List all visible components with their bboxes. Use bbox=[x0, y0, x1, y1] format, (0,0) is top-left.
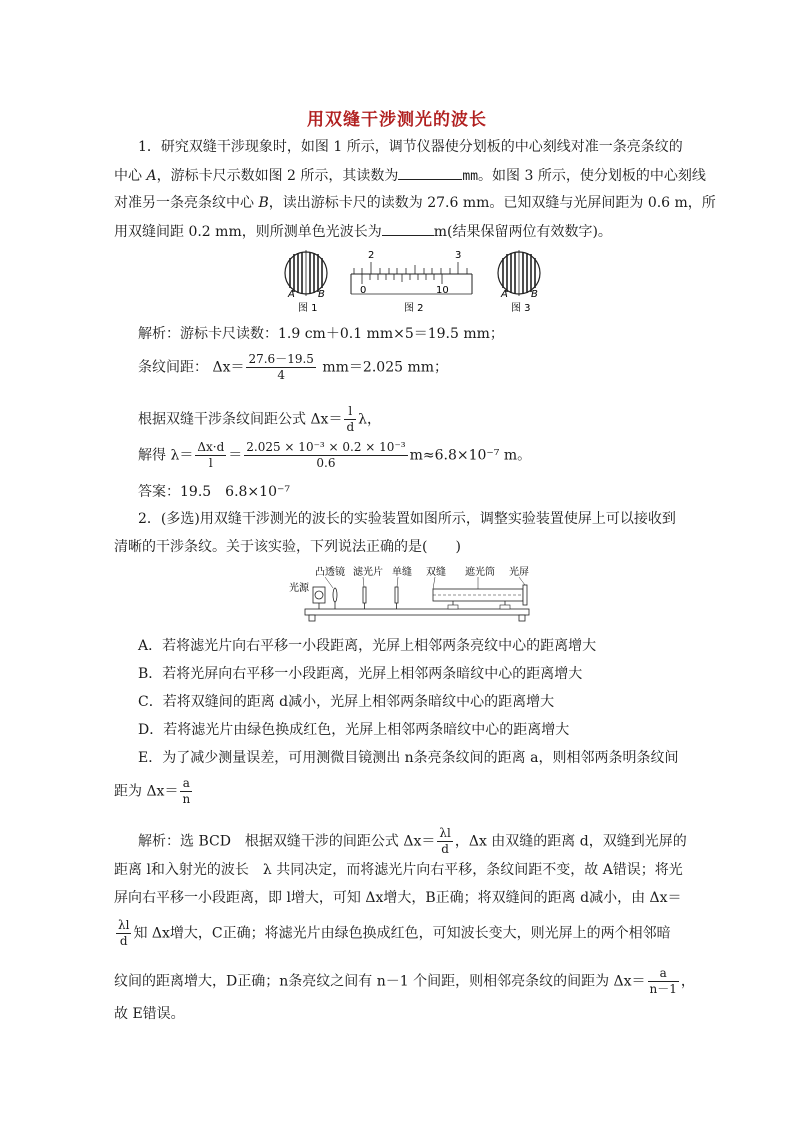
option-c: C．若将双缝间的距离 d减小，光屏上相邻两条暗纹中心的距离增大 bbox=[138, 694, 555, 710]
fig1-label-a: A bbox=[288, 289, 295, 300]
fraction: $\frac{27.6-19.5}{4}$ bbox=[248, 352, 314, 382]
q2-line2: 清晰的干涉条纹。关于该实验，下列说法正确的是( ) bbox=[114, 539, 461, 555]
q1-line4: 用双缝间距 0.2 mm，则所测单色光波长为 m(结果保留两位有效数字)。 bbox=[114, 221, 612, 242]
label-double-slit: 双缝 bbox=[426, 567, 446, 578]
q1-line2: 中心 A，游标卡尺示数如图 2 所示，其读数为 mm。如图 3 所示，使分划板的中心刻线 bbox=[114, 165, 706, 187]
fig1-caption: 图 1 bbox=[298, 303, 318, 314]
option-a: A．若将滤光片向右平移一小段距离，光屏上相邻两条亮纹中心的距离增大 bbox=[138, 638, 597, 654]
q1-solution-line4: 解得 λ＝ $\frac{\Delta x\cdot d}{l}$ ＝ $\frac{\text{2.025 × 10⁻³ × 0.2 × 10⁻³}}{0.6}$ m≈6.8×10⁻⁷ m。 bbox=[138, 440, 532, 470]
option-e-line1: E．为了减少测量误差，可用测微目镜测出 n条亮条纹间的距离 a，则相邻两条明条纹间 bbox=[138, 750, 679, 766]
q1-answer: 答案：19.5 6.8×10⁻⁷ bbox=[138, 484, 290, 500]
option-d: D．若将滤光片由绿色换成红色，光屏上相邻两条暗纹中心的距离增大 bbox=[138, 722, 570, 738]
q2-solution-line5: 纹间的距离增大，D正确；n条亮纹之间有 n－1 个间距，则相邻亮条纹的间距为 Δx＝ $\frac{a}{n-1}$ ， bbox=[114, 966, 695, 996]
q1-solution-line3: 根据双缝干涉条纹间距公式 Δx＝ $\frac{l}{d}$ λ， bbox=[138, 404, 382, 434]
fraction: $\frac{a}{n-1}$ bbox=[649, 966, 677, 996]
fraction: $\frac{\lambda l}{d}$ bbox=[118, 918, 130, 948]
scale-label-0: 0 bbox=[360, 285, 367, 296]
answer-blank-reading bbox=[398, 165, 462, 180]
scale-label-3: 3 bbox=[455, 250, 462, 261]
fraction: $\frac{\lambda l}{d}$ bbox=[439, 826, 451, 856]
q2-solution-line4: $\frac{\lambda l}{d}$ 知 Δx增大，C正确；将滤光片由绿色换成红色，可知波长变大，则光屏上的两个相邻暗 bbox=[118, 918, 671, 948]
q1-line3: 对准另一条亮条纹中心 B，读出游标卡尺的读数为 27.6 mm。已知双缝与光屏间距为 0.6 m，所 bbox=[114, 195, 716, 211]
scale-label-10: 10 bbox=[436, 285, 449, 296]
label-single-slit: 单缝 bbox=[392, 567, 412, 578]
label-screen: 光屏 bbox=[509, 567, 529, 578]
q2-solution-line3: 屏向右平移一小段距离，即 l增大，可知 Δx增大，B正确；将双缝间的距离 d减小，由 Δx＝ bbox=[114, 890, 682, 906]
fig3-label-b: B bbox=[531, 289, 538, 300]
figure-3-eyepiece bbox=[498, 250, 540, 314]
fig3-caption: 图 3 bbox=[511, 303, 531, 314]
option-e-line2: 距为 Δx＝ $\frac{a}{n}$ bbox=[114, 776, 191, 806]
option-b: B．若将光屏向右平移一小段距离，光屏上相邻两条暗纹中心的距离增大 bbox=[138, 666, 583, 682]
q2-solution-line6: 故 E错误。 bbox=[114, 1006, 185, 1022]
label-light-source: 光源 bbox=[289, 583, 309, 594]
q2-line1: 2．(多选)用双缝干涉测光的波长的实验装置如图所示，调整实验装置使屏上可以接收到 bbox=[138, 511, 676, 527]
label-convex-lens: 凸透镜 bbox=[315, 567, 345, 578]
fig3-label-a: A bbox=[501, 289, 508, 300]
figure-1-2-3 bbox=[276, 248, 546, 316]
fraction: $\frac{l}{d}$ bbox=[346, 404, 355, 434]
fig2-caption: 图 2 bbox=[404, 303, 424, 314]
apparatus-figure bbox=[283, 565, 535, 623]
fraction: $\frac{a}{n}$ bbox=[182, 776, 191, 806]
label-filter: 滤光片 bbox=[353, 567, 383, 578]
q2-solution-line2: 距离 l和入射光的波长 λ 共同决定，而将滤光片向右平移，条纹间距不变，故 A错误；将光 bbox=[114, 862, 683, 878]
q1-solution-line2: 条纹间距： Δx＝ $\frac{27.6-19.5}{4}$ mm＝2.025 mm； bbox=[138, 352, 449, 382]
fig1-label-b: B bbox=[318, 289, 325, 300]
answer-blank-wavelength bbox=[382, 221, 434, 236]
q1-line1: 1．研究双缝干涉现象时，如图 1 所示，调节仪器使分划板的中心刻线对准一条亮条纹的 bbox=[138, 139, 683, 155]
label-tube: 遮光筒 bbox=[465, 567, 495, 578]
q2-solution-line1: 解析：选 BCD 根据双缝干涉的间距公式 Δx＝ $\frac{\lambda l}{d}$ ，Δx 由双缝的距离 d，双缝到光屏的 bbox=[138, 826, 687, 856]
q1-solution-line1: 解析：游标卡尺读数：1.9 cm＋0.1 mm×5＝19.5 mm； bbox=[138, 326, 504, 342]
scale-label-2: 2 bbox=[368, 250, 375, 261]
fraction: $\frac{\text{2.025 × 10⁻³ × 0.2 × 10⁻³}}{0.6}$ bbox=[246, 440, 406, 470]
page-title: 用双缝干涉测光的波长 bbox=[307, 110, 487, 130]
figure-1-eyepiece bbox=[285, 250, 327, 314]
fraction: $\frac{\Delta x\cdot d}{l}$ bbox=[197, 440, 225, 470]
figure-2-vernier bbox=[351, 250, 472, 314]
